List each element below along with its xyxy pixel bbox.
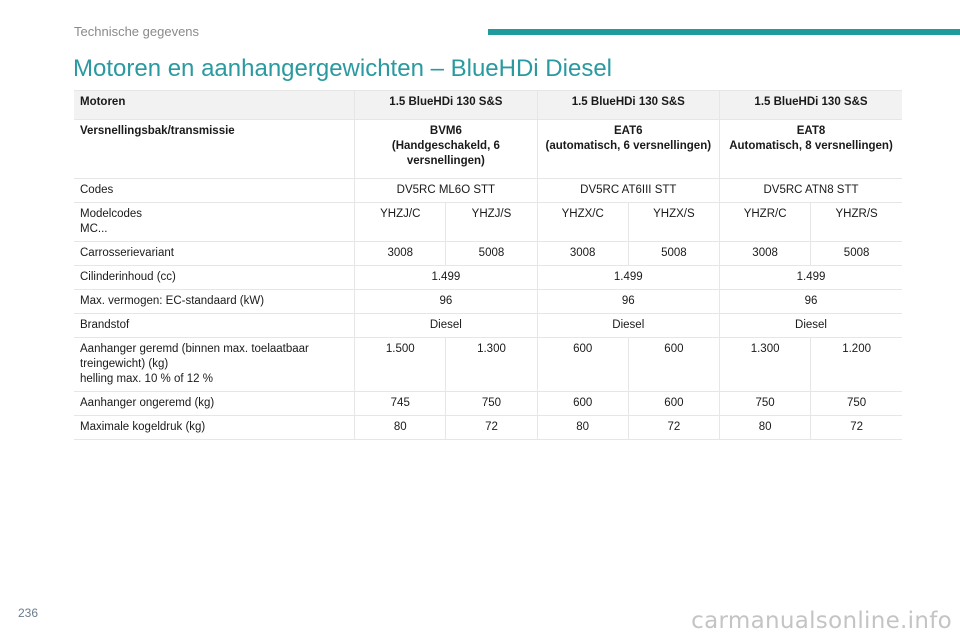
page-title: Motoren en aanhangergewichten – BlueHDi Diesel	[73, 55, 612, 82]
unbraked-trailer-1: 745	[355, 392, 446, 416]
max-power-1: 96	[355, 290, 537, 314]
max-power-2: 96	[537, 290, 719, 314]
braked-trailer-label-line1: Aanhanger geremd (binnen max. toelaatbaar	[80, 343, 309, 355]
braked-trailer-4: 600	[628, 338, 719, 392]
row-gearbox	[74, 120, 902, 179]
nose-weight-label: Maximale kogeldruk (kg)	[74, 416, 355, 440]
engine-2: 1.5 BlueHDi 130 S&S	[537, 91, 719, 120]
model-code-3: YHZX/C	[537, 203, 628, 242]
code-3: DV5RC ATN8 STT	[720, 179, 903, 203]
model-code-6: YHZR/S	[811, 203, 902, 242]
braked-trailer-5: 1.300	[720, 338, 811, 392]
displacement-2: 1.499	[537, 266, 719, 290]
row-codes	[74, 179, 902, 203]
nose-weight-5: 80	[720, 416, 811, 440]
page-number: 236	[18, 606, 39, 620]
model-code-4: YHZX/S	[628, 203, 719, 242]
unbraked-trailer-5: 750	[720, 392, 811, 416]
max-power-3: 96	[720, 290, 903, 314]
displacement-label: Cilinderinhoud (cc)	[74, 266, 355, 290]
row-braked-trailer	[74, 338, 902, 392]
nose-weight-4: 72	[628, 416, 719, 440]
row-max-power	[74, 290, 902, 314]
row-nose-weight	[74, 416, 902, 440]
unbraked-trailer-2: 750	[446, 392, 537, 416]
body-variant-label: Carrosserievariant	[74, 242, 355, 266]
nose-weight-6: 72	[811, 416, 902, 440]
model-code-2: YHZJ/S	[446, 203, 537, 242]
fuel-1: Diesel	[355, 314, 537, 338]
gearbox-2-code: EAT6	[614, 125, 643, 137]
fuel-3: Diesel	[720, 314, 903, 338]
braked-trailer-1: 1.500	[355, 338, 446, 392]
gearbox-3-code: EAT8	[796, 125, 826, 137]
gearbox-1	[355, 120, 537, 179]
engines-label: Motoren	[74, 91, 355, 120]
fuel-2: Diesel	[537, 314, 719, 338]
nose-weight-2: 72	[446, 416, 537, 440]
body-variant-4: 5008	[628, 242, 719, 266]
body-variant-5: 3008	[720, 242, 811, 266]
gearbox-2-desc: (automatisch, 6 versnellingen)	[545, 140, 712, 152]
watermark: carmanualsonline.info	[691, 608, 952, 634]
displacement-1: 1.499	[355, 266, 537, 290]
unbraked-trailer-label: Aanhanger ongeremd (kg)	[74, 392, 355, 416]
engine-1: 1.5 BlueHDi 130 S&S	[355, 91, 537, 120]
body-variant-3: 3008	[537, 242, 628, 266]
gearbox-1-code: BVM6	[429, 125, 462, 137]
codes-label: Codes	[74, 179, 355, 203]
row-engines	[74, 91, 902, 120]
fuel-label: Brandstof	[74, 314, 355, 338]
unbraked-trailer-4: 600	[628, 392, 719, 416]
body-variant-1: 3008	[355, 242, 446, 266]
model-codes-label-line2: MC...	[80, 223, 108, 235]
nose-weight-1: 80	[355, 416, 446, 440]
engine-3: 1.5 BlueHDi 130 S&S	[720, 91, 903, 120]
header-accent-bar	[488, 29, 960, 35]
model-code-5: YHZR/C	[720, 203, 811, 242]
unbraked-trailer-3: 600	[537, 392, 628, 416]
gearbox-2	[537, 120, 719, 179]
row-displacement	[74, 266, 902, 290]
gearbox-label: Versnellingsbak/transmissie	[74, 120, 355, 179]
spec-table	[74, 90, 902, 440]
braked-trailer-3: 600	[537, 338, 628, 392]
row-unbraked-trailer	[74, 392, 902, 416]
braked-trailer-label	[74, 338, 355, 392]
code-1: DV5RC ML6O STT	[355, 179, 537, 203]
braked-trailer-2: 1.300	[446, 338, 537, 392]
model-codes-label	[74, 203, 355, 242]
braked-trailer-label-line2: treingewicht) (kg)	[80, 358, 169, 370]
nose-weight-3: 80	[537, 416, 628, 440]
braked-trailer-6: 1.200	[811, 338, 902, 392]
model-code-1: YHZJ/C	[355, 203, 446, 242]
gearbox-3-desc: Automatisch, 8 versnellingen)	[729, 140, 893, 152]
body-variant-2: 5008	[446, 242, 537, 266]
section-label: Technische gegevens	[74, 24, 200, 39]
gearbox-3	[720, 120, 903, 179]
model-codes-label-line1: Modelcodes	[80, 208, 143, 220]
code-2: DV5RC AT6III STT	[537, 179, 719, 203]
row-model-codes	[74, 203, 902, 242]
body-variant-6: 5008	[811, 242, 902, 266]
row-fuel	[74, 314, 902, 338]
displacement-3: 1.499	[720, 266, 903, 290]
unbraked-trailer-6: 750	[811, 392, 902, 416]
braked-trailer-label-line3: helling max. 10 % of 12 %	[80, 373, 213, 385]
gearbox-1-desc: (Handgeschakeld, 6 versnellingen)	[391, 140, 500, 167]
max-power-label: Max. vermogen: EC-standaard (kW)	[74, 290, 355, 314]
row-body-variant	[74, 242, 902, 266]
